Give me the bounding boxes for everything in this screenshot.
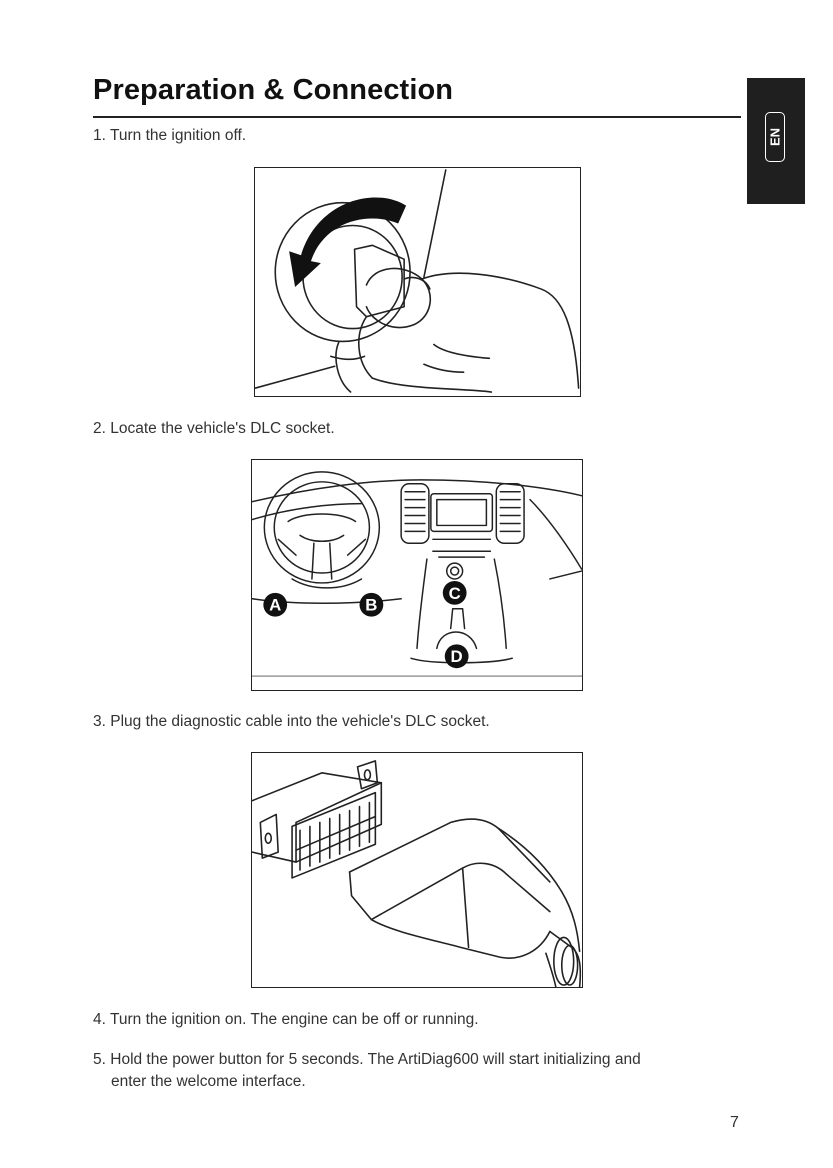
marker-d-label: D: [450, 647, 463, 667]
step-5: [93, 1049, 753, 1093]
dashboard-illustration: [251, 459, 583, 691]
marker-a-label: A: [269, 595, 282, 615]
obd-cable-drawing: [252, 753, 582, 987]
step-1: [93, 125, 246, 147]
marker-b: [360, 593, 384, 617]
step-text: Turn the ignition on. The engine can be off or running.: [109, 1011, 479, 1028]
cable-connection-illustration: [251, 752, 583, 988]
step-number: 2.: [93, 420, 106, 437]
marker-a: [263, 593, 287, 617]
step-text: Locate the vehicle's DLC socket.: [110, 420, 335, 437]
page-title: Preparation & Connection: [93, 74, 454, 106]
step-number: 1.: [93, 127, 106, 144]
language-label: EN: [767, 127, 783, 147]
ignition-key-drawing: [255, 168, 580, 396]
marker-c: [443, 581, 467, 605]
step-number: 5.: [93, 1051, 106, 1068]
language-tab: [747, 78, 805, 204]
marker-b-label: B: [365, 595, 378, 615]
step-2: [93, 418, 335, 440]
step-4: [93, 1009, 479, 1031]
step-text: Hold the power button for 5 seconds. The ArtiDiag600 will start initializing and: [110, 1051, 641, 1068]
marker-c-label: C: [448, 583, 461, 603]
step-text-continued: enter the welcome interface.: [111, 1073, 306, 1090]
step-text: Turn the ignition off.: [109, 127, 247, 144]
title-divider: [93, 116, 741, 118]
language-badge: [765, 112, 785, 162]
dashboard-drawing: [252, 460, 582, 690]
ignition-illustration: [254, 167, 581, 397]
step-text: Plug the diagnostic cable into the vehicle's DLC socket.: [110, 713, 490, 730]
page-number: 7: [730, 1114, 739, 1131]
step-number: 4.: [93, 1011, 106, 1028]
step-3: [93, 711, 490, 733]
marker-d: [445, 644, 469, 668]
step-number: 3.: [93, 713, 106, 730]
